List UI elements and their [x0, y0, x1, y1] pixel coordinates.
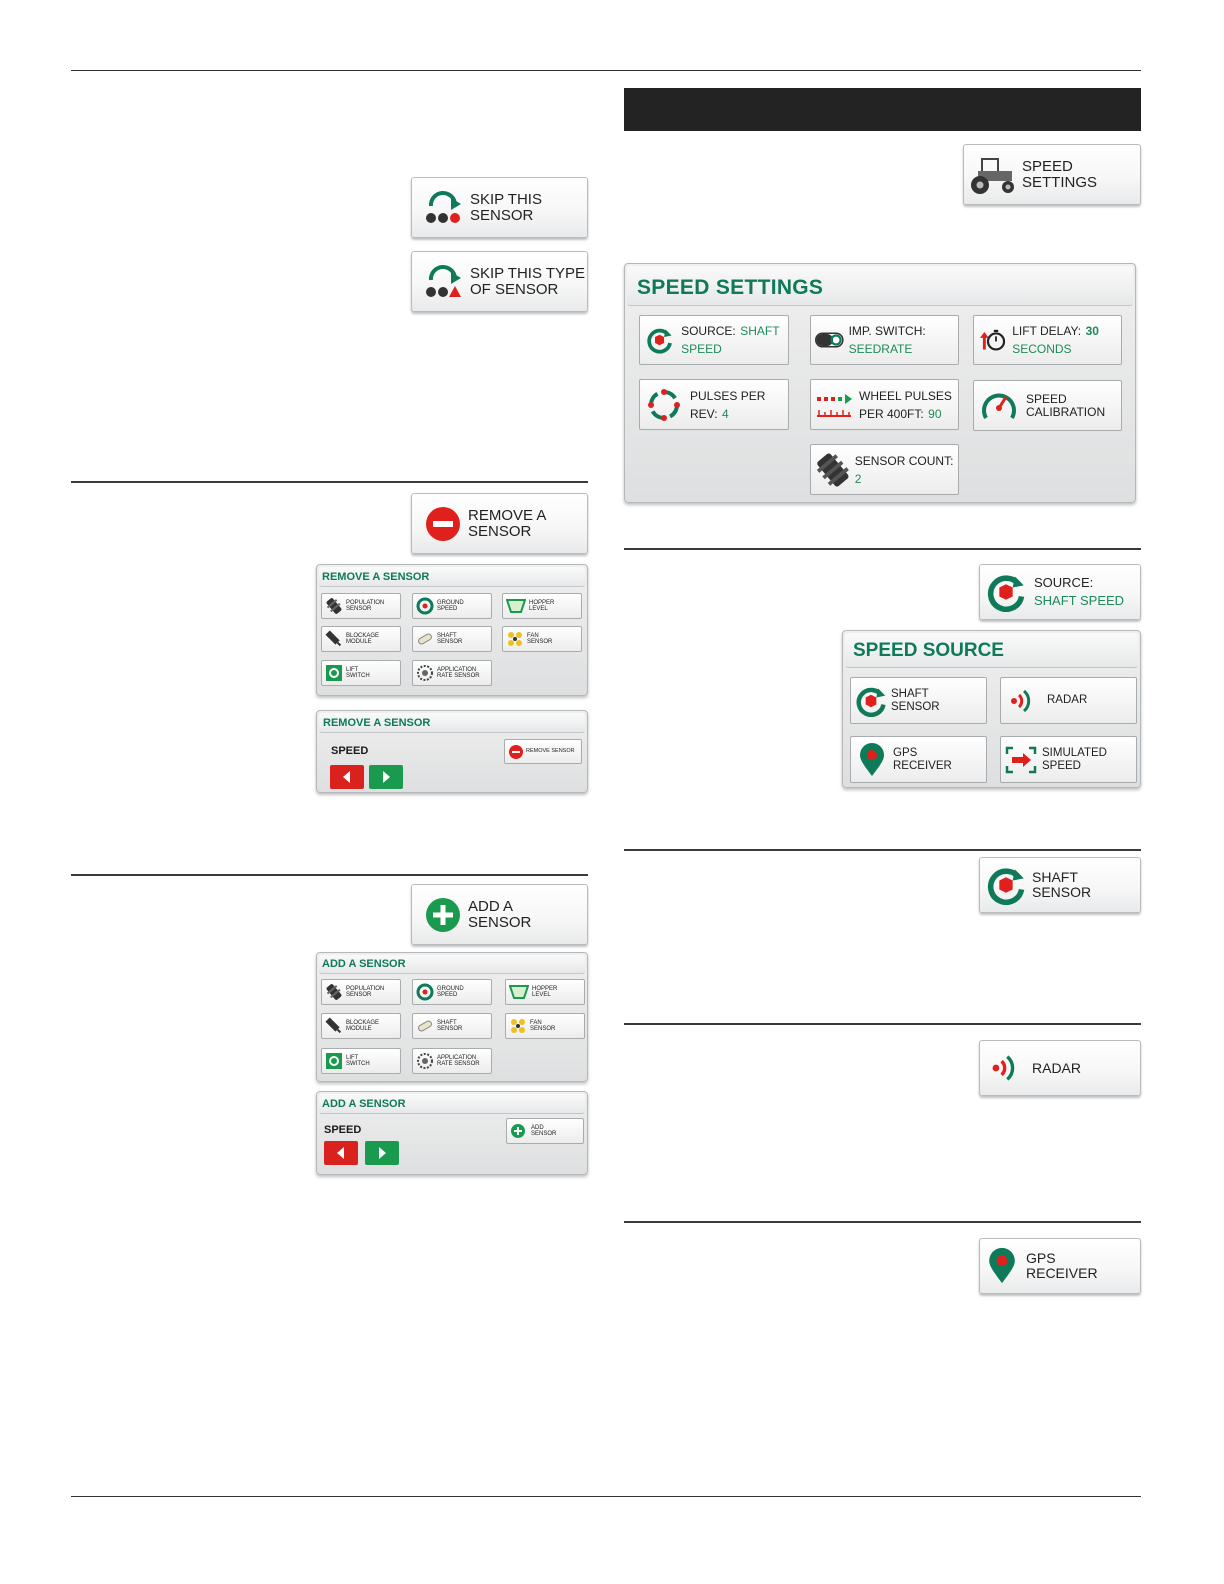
add-tile-blockage-module[interactable] [321, 1013, 401, 1039]
add-sensor-panel [316, 952, 588, 1082]
divider-shaft [624, 849, 1141, 851]
source-value: SHAFT SPEED [681, 324, 780, 356]
add-tile-hopper-level[interactable] [505, 979, 585, 1005]
section-header-bar [624, 88, 1141, 131]
remove-tile-application-rate-sensor[interactable] [412, 660, 492, 686]
divider-gps [624, 1221, 1141, 1223]
source-button-label: SOURCE: [1034, 575, 1094, 591]
shaft-sensor-button-label: SHAFT SENSOR [1032, 869, 1092, 900]
add-tile-ground-speed[interactable] [412, 979, 492, 1005]
skip-this-sensor-button[interactable] [411, 177, 588, 238]
fan-sensor-icon [509, 1017, 527, 1035]
add-tile-label: BLOCKAGE MODULE [346, 1019, 380, 1032]
source-button-value: SHAFT SPEED [1034, 593, 1125, 608]
wheel-pulses-icon [815, 390, 853, 420]
remove-a-sensor-button[interactable] [411, 493, 588, 554]
lift-switch-icon [325, 664, 343, 682]
add-tile-label: FAN SENSOR [530, 1019, 556, 1032]
radar-icon [1007, 686, 1037, 716]
lift-delay-value-unit: SECONDS [1012, 342, 1072, 356]
remove-tile-label: APPLICATION RATE SENSOR [437, 666, 480, 679]
divider-radar [624, 1023, 1141, 1025]
remove-tile-label: HOPPER LEVEL [529, 599, 555, 612]
source-shaft-speed-button[interactable] [979, 564, 1141, 620]
add-tile-shaft-sensor[interactable] [412, 1013, 492, 1039]
add-tile-label: POPULATION SENSOR [346, 985, 385, 998]
remove-tile-fan-sensor[interactable] [502, 626, 582, 652]
simulated-speed-option-label: SIMULATED SPEED [1042, 747, 1107, 772]
top-rule [71, 70, 1141, 71]
arrow-left-icon [336, 1147, 346, 1159]
radar-option[interactable] [1000, 677, 1137, 724]
remove-tile-population-sensor[interactable] [321, 593, 401, 619]
add-small-icon [511, 1124, 525, 1138]
remove-tile-label: BLOCKAGE MODULE [346, 632, 380, 645]
remove-sensor-detail-panel [316, 710, 588, 793]
add-tile-label: APPLICATION RATE SENSOR [437, 1054, 480, 1067]
add-tile-label: GROUND SPEED [437, 985, 464, 998]
add-a-sensor-label: ADD A SENSOR [468, 897, 532, 931]
remove-tile-shaft-sensor[interactable] [412, 626, 492, 652]
skip-type-icon [420, 262, 470, 302]
gps-receiver-option[interactable] [850, 736, 987, 783]
shaft-speed-icon [646, 322, 673, 358]
remove-sensor-detail-title: REMOVE A SENSOR [319, 713, 585, 733]
speed-settings-button[interactable] [963, 144, 1141, 205]
sensor-name-speed: SPEED [331, 745, 369, 757]
skip-this-sensor-label: SKIP THIS SENSOR [470, 190, 542, 224]
remove-tile-lift-switch[interactable] [321, 660, 401, 686]
shaft-sensor-option-label: SHAFT SENSOR [891, 688, 940, 713]
remove-tile-label: GROUND SPEED [437, 599, 464, 612]
add-tile-label: LIFT SWITCH [346, 1054, 370, 1067]
add-tile-label: HOPPER LEVEL [532, 985, 558, 998]
ground-speed-icon [416, 983, 434, 1001]
speed-settings-label: SPEED SETTINGS [1022, 157, 1098, 191]
imp-switch-icon [815, 328, 844, 352]
radar-button[interactable] [979, 1040, 1141, 1096]
pulses-per-rev-label: PULSES PER REV: [690, 388, 766, 421]
sensor-count-tile[interactable] [810, 444, 959, 495]
previous-sensor-button[interactable] [330, 765, 364, 789]
remove-tile-label: POPULATION SENSOR [346, 599, 385, 612]
add-sensor-button-label: ADD SENSOR [531, 1124, 557, 1137]
imp-switch-label: IMP. SWITCH: [848, 324, 926, 338]
shaft-sensor-icon [416, 630, 434, 648]
add-sensor-name-speed: SPEED [324, 1124, 362, 1136]
remove-sensor-panel [316, 564, 588, 696]
add-next-sensor-button[interactable] [365, 1141, 399, 1165]
sensor-count-label: SENSOR COUNT: [854, 453, 954, 468]
add-sensor-panel-title: ADD A SENSOR [319, 955, 585, 974]
speed-source-panel [842, 630, 1141, 788]
blockage-module-icon [325, 1017, 343, 1035]
remove-tile-label: FAN SENSOR [527, 632, 553, 645]
hopper-level-icon [509, 984, 529, 1000]
divider-remove [71, 481, 588, 483]
wheel-pulses-value: 90 [928, 406, 942, 421]
add-tile-application-rate-sensor[interactable] [412, 1048, 492, 1074]
simulated-speed-option[interactable] [1000, 736, 1137, 783]
population-sensor-icon [325, 597, 343, 615]
next-sensor-button[interactable] [369, 765, 403, 789]
pulses-per-rev-value: 4 [722, 406, 729, 421]
remove-small-icon [509, 745, 523, 759]
sensor-count-icon [815, 451, 851, 489]
shaft-speed-icon [855, 685, 887, 717]
source-tile[interactable] [639, 315, 789, 365]
gps-pin-icon [857, 743, 887, 777]
gps-receiver-button-label: GPS RECEIVER [1026, 1250, 1098, 1281]
divider-speed-source [624, 548, 1141, 550]
remove-a-sensor-label: REMOVE A SENSOR [468, 506, 547, 540]
radar-icon [988, 1051, 1022, 1085]
blockage-module-icon [325, 630, 343, 648]
remove-tile-ground-speed[interactable] [412, 593, 492, 619]
add-tile-label: SHAFT SENSOR [437, 1019, 463, 1032]
skip-this-type-button[interactable] [411, 251, 588, 312]
speed-calibration-tile[interactable] [973, 380, 1122, 431]
ground-speed-icon [416, 597, 434, 615]
population-sensor-icon [325, 983, 343, 1001]
shaft-sensor-button[interactable] [979, 857, 1141, 913]
remove-icon [418, 506, 468, 542]
radar-option-label: RADAR [1047, 694, 1088, 707]
remove-tile-hopper-level[interactable] [502, 593, 582, 619]
speed-source-title: SPEED SOURCE [845, 633, 1138, 668]
fan-sensor-icon [506, 630, 524, 648]
arrow-left-icon [342, 771, 352, 783]
speedometer-icon [980, 388, 1018, 424]
imp-switch-tile[interactable] [810, 315, 959, 365]
hopper-level-icon [506, 598, 526, 614]
add-a-sensor-button[interactable] [411, 884, 588, 945]
lift-delay-label: LIFT DELAY: [1012, 324, 1082, 338]
add-tile-lift-switch[interactable] [321, 1048, 401, 1074]
add-sensor-detail-title: ADD A SENSOR [319, 1094, 585, 1114]
bottom-rule [71, 1496, 1141, 1497]
shaft-sensor-icon [416, 1017, 434, 1035]
pulses-per-rev-icon [646, 387, 682, 423]
sensor-count-value: 2 [854, 471, 862, 486]
skip-sensor-icon [420, 188, 470, 228]
application-rate-sensor-icon [416, 664, 434, 682]
skip-this-type-label: SKIP THIS TYPE OF SENSOR [470, 264, 586, 298]
add-tile-fan-sensor[interactable] [505, 1013, 585, 1039]
remove-sensor-panel-title: REMOVE A SENSOR [319, 567, 585, 587]
add-icon [418, 897, 468, 933]
source-label: SOURCE: [681, 324, 736, 338]
gps-receiver-button[interactable] [979, 1238, 1141, 1294]
divider-add [71, 874, 588, 876]
lift-switch-icon [325, 1052, 343, 1070]
shaft-speed-icon [986, 572, 1026, 612]
speed-settings-title: SPEED SETTINGS [627, 266, 1133, 306]
gps-receiver-option-label: GPS RECEIVER [893, 747, 952, 772]
add-previous-sensor-button[interactable] [324, 1141, 358, 1165]
shaft-speed-icon [986, 865, 1026, 905]
arrow-right-icon [381, 771, 391, 783]
remove-tile-label: SHAFT SENSOR [437, 632, 463, 645]
imp-switch-value: SEEDRATE [848, 342, 913, 356]
remove-sensor-button-label: REMOVE SENSOR [526, 747, 575, 754]
application-rate-sensor-icon [416, 1052, 434, 1070]
lift-delay-tile[interactable] [973, 315, 1122, 365]
pulses-per-rev-tile[interactable] [639, 379, 789, 430]
wheel-pulses-tile[interactable] [810, 379, 959, 430]
tractor-icon [966, 155, 1022, 195]
add-tile-population-sensor[interactable] [321, 979, 401, 1005]
speed-calibration-label: SPEED CALIBRATION [1026, 391, 1106, 419]
remove-sensor-button[interactable] [504, 739, 582, 764]
speed-settings-panel [624, 263, 1136, 503]
lift-delay-value-number: 30 [1085, 324, 1099, 338]
add-sensor-detail-panel [316, 1091, 588, 1175]
lift-delay-icon [980, 323, 1006, 357]
arrow-right-icon [377, 1147, 387, 1159]
remove-tile-blockage-module[interactable] [321, 626, 401, 652]
shaft-sensor-option[interactable] [850, 677, 987, 724]
add-sensor-button[interactable] [506, 1118, 584, 1144]
simulated-speed-icon [1005, 746, 1037, 774]
remove-tile-label: LIFT SWITCH [346, 666, 370, 679]
gps-pin-icon [986, 1247, 1018, 1285]
wheel-pulses-label: WHEEL PULSES PER 400FT: [859, 388, 952, 421]
radar-button-label: RADAR [1032, 1059, 1082, 1076]
